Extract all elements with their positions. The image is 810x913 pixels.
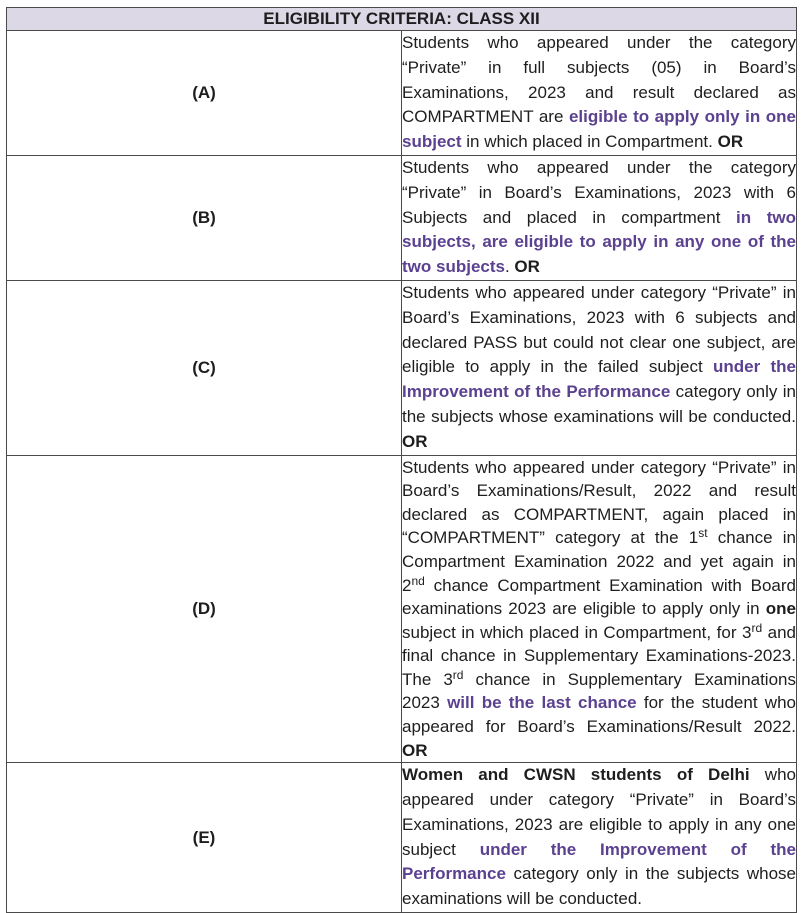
body-text: Students who appeared under the category “Private” in Board’s Examinations, 2023 with 6 Subjects and placed in compartment	[402, 157, 796, 227]
superscript: rd	[751, 620, 763, 635]
criteria-text	[402, 280, 797, 455]
body-text: Students who appeared under category “Private” in Board’s Examinations/Result, 2022 and result declared as COMPARTMENT, again placed in “COMPARTMENT” category at the 1	[402, 457, 796, 548]
body-text: chance in Supplementary Examinations 2023	[402, 669, 796, 713]
row-label: (C)	[7, 280, 402, 455]
body-text: subject in which placed in Compartment, for 3	[402, 622, 752, 642]
row-label: (B)	[7, 155, 402, 280]
body-text: in which placed in Compartment.	[461, 132, 718, 152]
row-label: (A)	[7, 31, 402, 156]
bold-text: one	[765, 599, 796, 619]
criteria-row-d	[7, 455, 797, 763]
highlighted-text: will be the last chance	[447, 693, 637, 713]
superscript: st	[698, 526, 708, 541]
bold-text: OR	[402, 431, 428, 451]
body-text: who appeared under category “Private” in Board’s Examinations, 2023 are eligible to apply in any one subject	[402, 765, 796, 859]
body-text: Students who appeared under category “Private” in Board’s Examinations, 2023 with 6 subjects and declared PASS but could not clear one subject, are eligible to apply in the failed subject	[402, 282, 796, 377]
row-label: (D)	[7, 455, 402, 763]
criteria-row-e	[7, 763, 797, 913]
body-text: for the student who appeared for Board’s Examinations/Result 2022.	[402, 693, 796, 737]
body-text: Students who appeared under the category “Private” in full subjects (05) in Board’s Examinations, 2023 and result declared as COMPARTMENT are	[402, 33, 796, 127]
row-label: (E)	[7, 763, 402, 913]
criteria-text	[402, 455, 797, 763]
superscript: nd	[411, 573, 425, 588]
body-text: chance Compartment Examination with Board examinations 2023 are eligible to apply only in	[402, 575, 796, 619]
body-text: category only in the subjects whose examinations will be conducted.	[402, 382, 796, 426]
criteria-text	[402, 155, 797, 280]
bold-text: OR	[717, 132, 744, 152]
highlighted-text: under the Improvement of the Performance	[402, 357, 796, 402]
bold-text: OR	[402, 740, 428, 760]
body-text: category only in the subjects whose examinations will be conducted.	[402, 864, 796, 909]
body-text: and final chance in Supplementary Examinations-2023. The 3	[402, 622, 796, 689]
eligibility-criteria-table	[6, 7, 797, 913]
body-text: .	[504, 257, 515, 277]
table-title: ELIGIBILITY CRITERIA: CLASS XII	[7, 8, 797, 31]
criteria-text	[402, 31, 797, 156]
superscript: rd	[452, 667, 464, 682]
criteria-text	[402, 763, 797, 913]
bold-text: OR	[514, 257, 540, 277]
highlighted-text: under the Improvement of the Performance	[402, 839, 796, 884]
bold-text: Women and CWSN students of Delhi	[402, 765, 750, 785]
criteria-row-b	[7, 155, 797, 280]
body-text: chance in Compartment Examination 2022 and yet again in 2	[402, 528, 797, 595]
highlighted-text: eligible to apply only in one subject	[402, 107, 796, 152]
criteria-row-a	[7, 31, 797, 156]
highlighted-text: in two subjects, are eligible to apply in any one of the two subjects	[402, 207, 796, 277]
criteria-row-c	[7, 280, 797, 455]
